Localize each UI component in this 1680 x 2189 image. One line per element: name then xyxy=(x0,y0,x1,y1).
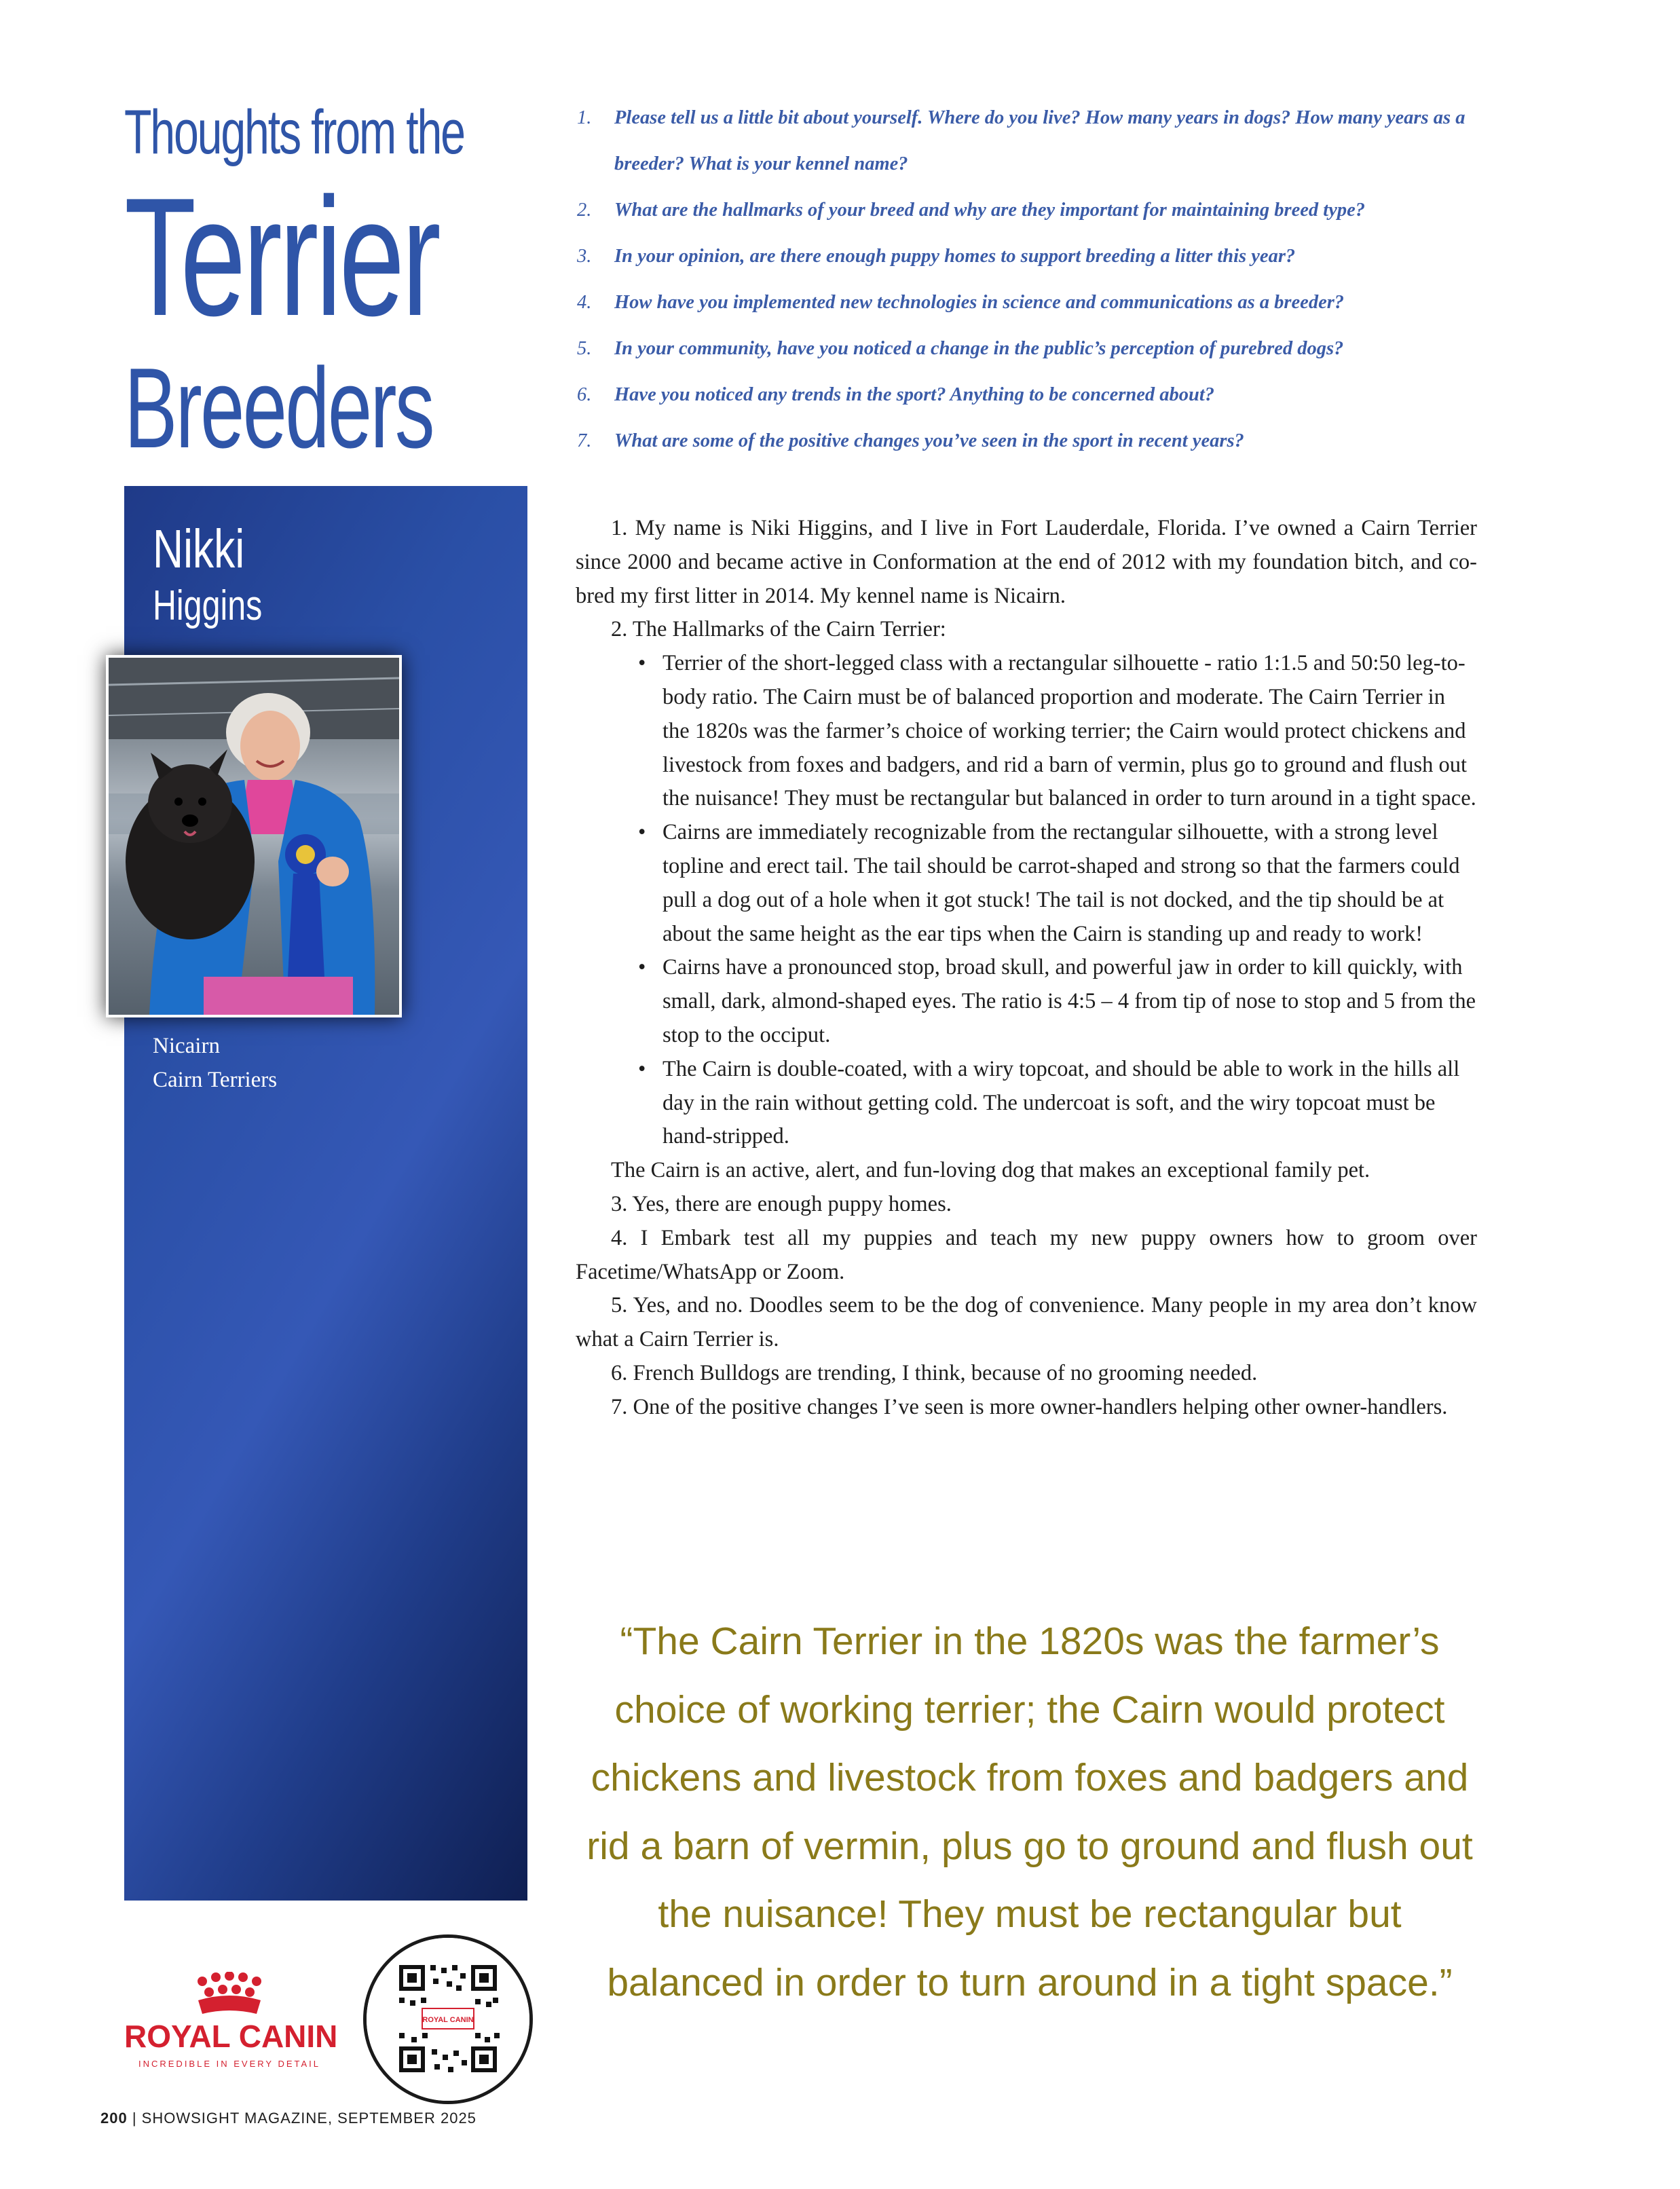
question-item: 3. In your opinion, are there enough puppy homes to support breeding a litter this year? xyxy=(577,246,1296,267)
qr-label: ROYAL CANIN xyxy=(422,2016,474,2024)
article-body xyxy=(576,512,1477,1425)
breeder-photo-illustration xyxy=(109,658,399,1015)
qr-code[interactable] xyxy=(363,1934,533,2104)
answer-5: 5. Yes, and no. Doodles seem to be the dog of convenience. Many people in my area don’t know what a Cairn Terrier is. xyxy=(576,1293,1477,1352)
hallmarks-list xyxy=(576,647,1477,1154)
page-number: 200 xyxy=(100,2110,128,2127)
publication-name: SHOWSIGHT MAGAZINE, SEPTEMBER 2025 xyxy=(141,2110,477,2127)
answer-2-intro: 2. The Hallmarks of the Cairn Terrier: xyxy=(611,617,946,642)
brand-name: ROYAL CANIN xyxy=(124,2019,338,2054)
question-item: 4. How have you implemented new technologies in science and communications as a breeder? xyxy=(577,292,1345,313)
answer-4: 4. I Embark test all my puppies and teach my new puppy owners how to groom over Facetime/WhatsApp or Zoom. xyxy=(576,1225,1477,1284)
kennel-line-1: Nicairn xyxy=(153,1034,220,1058)
page-footer xyxy=(100,2110,477,2127)
hallmark-item: • Cairns have a pronounced stop, broad skull, and powerful jaw in order to kill quickly, with small, dark, almond-shaped eyes. The ratio is 4:5 – 4 from tip of nose to stop and 5 from the stop to the occiput. xyxy=(662,951,1477,1052)
question-item: 7. What are some of the positive changes you’ve seen in the sport in recent years? xyxy=(577,430,1244,451)
crown-icon xyxy=(189,1972,270,2019)
title-line-2: Terrier xyxy=(124,162,438,351)
answer-2-outro: The Cairn is an active, alert, and fun-loving dog that makes an exceptional family pet. xyxy=(611,1158,1370,1183)
kennel-line-2: Cairn Terriers xyxy=(153,1068,278,1092)
answer-7: 7. One of the positive changes I’ve seen is more owner-handlers helping other owner-handlers. xyxy=(611,1394,1448,1419)
title-line-3: Breeders xyxy=(124,344,433,472)
breeder-photo xyxy=(106,655,402,1017)
questions-list xyxy=(577,95,1493,464)
kennel-name xyxy=(153,1029,277,1097)
answer-1: 1. My name is Niki Higgins, and I live in Fort Lauderdale, Florida. I’ve owned a Cairn Terrier since 2000 and became active in Conformation at the end of 2012 with my foundation bitch, and co-bred my first litter in 2014. My kennel name is Nicairn. xyxy=(576,516,1477,608)
brand-tagline: INCREDIBLE IN EVERY DETAIL xyxy=(138,2059,320,2069)
question-item: 5. In your community, have you noticed a change in the public’s perception of purebred dogs? xyxy=(577,338,1344,359)
pull-quote: “The Cairn Terrier in the 1820s was the farmer’s choice of working terrier; the Cairn would protect chickens and livestock from foxes and badgers and rid a barn of vermin, plus go to ground and flush out the nuisance! They must be rectangular but balanced in order to turn around in a tight space.” xyxy=(586,1620,1473,2004)
title-line-1: Thoughts from the xyxy=(124,98,464,167)
question-item: 2. What are the hallmarks of your breed and why are they important for maintaining breed type? xyxy=(577,200,1366,221)
breeder-first-name: Nikki xyxy=(153,519,245,579)
answer-3: 3. Yes, there are enough puppy homes. xyxy=(611,1191,952,1216)
royal-canin-logo xyxy=(124,1972,338,2074)
hallmark-item: • The Cairn is double-coated, with a wiry topcoat, and should be able to work in the hills all day in the rain without getting cold. The undercoat is soft, and the wiry topcoat must be hand-stripped. xyxy=(662,1053,1477,1154)
hallmark-item: • Terrier of the short-legged class with a rectangular silhouette - ratio 1:1.5 and 50:50 leg-to-body ratio. The Cairn must be of balanced proportion and moderate. The Cairn Terrier in the 1820s was the farmer’s choice of working terrier; the Cairn would protect chickens and livestock from foxes and badgers, and rid a barn of vermin, plus go to ground and flush out the nuisance! They must be rectangular but balanced in order to turn around in a tight space. xyxy=(662,647,1477,816)
qr-code-icon xyxy=(367,1938,529,2101)
question-item: 6. Have you noticed any trends in the sport? Anything to be concerned about? xyxy=(577,384,1215,405)
question-item: 1. Please tell us a little bit about yourself. Where do you live? How many years in dogs? How many years as a breeder? What is your kennel name? xyxy=(577,107,1466,174)
hallmark-item: • Cairns are immediately recognizable from the rectangular silhouette, with a strong level topline and erect tail. The tail should be carrot-shaped and strong so that the farmers could pull a dog out of a hole when it got stuck! The tail is not docked, and the tip should be at about the same height as the ear tips when the Cairn is standing up and ready to work! xyxy=(662,816,1477,951)
article-title xyxy=(124,95,545,472)
breeder-last-name: Higgins xyxy=(153,582,263,629)
footer-separator: | xyxy=(127,2110,142,2127)
answer-6: 6. French Bulldogs are trending, I think, because of no grooming needed. xyxy=(611,1360,1258,1385)
